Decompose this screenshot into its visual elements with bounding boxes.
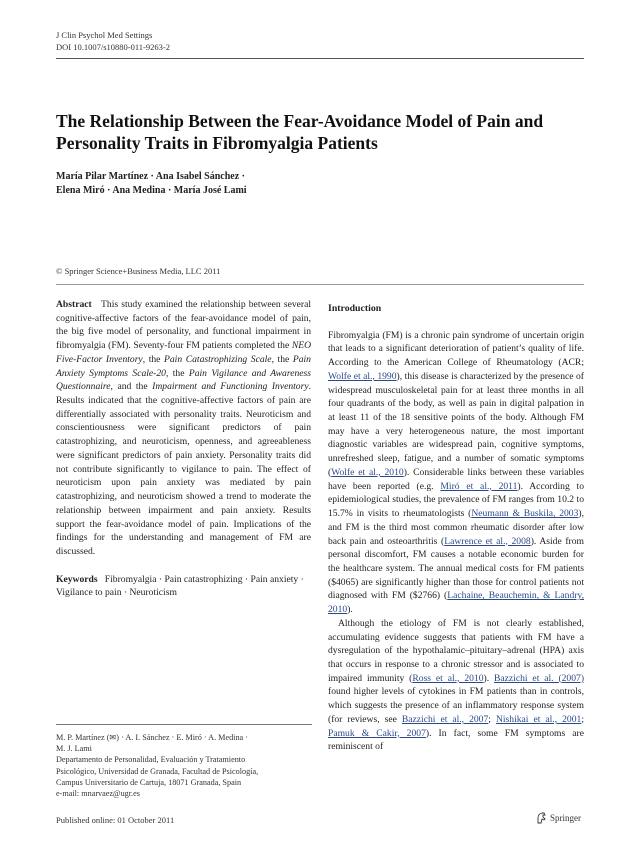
affiliation-block — [56, 732, 312, 799]
affiliation-rule — [56, 724, 312, 725]
body-text: found higher levels of cytokines in FM patients than in controls, which suggests the presence of an inflammatory response system (for reviews, see — [328, 686, 584, 725]
authors-line-1: María Pilar Martínez · Ana Isabel Sánchez · — [56, 171, 245, 182]
citation-link[interactable]: Wolfe et al., 1990 — [328, 370, 397, 382]
affiliation-email: e-mail: mnarvaez@ugr.es — [56, 789, 140, 799]
body-text: Fibromyalgia (FM) is a chronic pain syndrome of uncertain origin that leads to a significant deterioration of patient’s quality of life. According to the American College of Rheumatology (ACR; — [328, 329, 584, 369]
citation-link[interactable]: Lawrence et al., 2008 — [444, 535, 531, 547]
running-header — [56, 30, 170, 53]
keywords — [56, 573, 311, 600]
author-list — [56, 170, 596, 198]
header-rule — [56, 58, 584, 59]
instrument-pass: Pain Anxiety Symptoms Scale-20 — [56, 353, 311, 379]
copyright-notice: © Springer Science+Business Media, LLC 2011 — [56, 266, 221, 276]
body-text: ; — [488, 713, 496, 725]
authors-line-2: Elena Miró · Ana Medina · María José Lami — [56, 185, 247, 196]
body-text: Although the etiology of FM is not clearly established, accumulating evidence suggests that patients with FM have a dysregulation of the hypothalamic–pituitary–adrenal (HPA) axis that occurs in response to a chronic stressor and is associated to impaired immunity ( — [328, 617, 584, 684]
article-title: The Relationship Between the Fear-Avoidance Model of Pain and Personality Traits in Fibromyalgia Patients — [56, 111, 544, 153]
body-text: ), and FM is the third most common rheumatic disorder after low back pain and osteoarthritis ( — [328, 508, 584, 547]
abstract-text: , the — [271, 353, 293, 365]
citation-link[interactable]: Bazzichi et al., 2007 — [401, 713, 489, 725]
citation-link[interactable]: Miró et al., 2011 — [440, 480, 518, 492]
publisher-logo — [536, 812, 581, 824]
instrument-pvaq: Pain Vigilance and Awareness Questionnaire — [56, 367, 311, 393]
publisher-name: Springer — [550, 813, 581, 823]
citation-link[interactable]: Lachaine, Beauchemin, & Landry, 2010 — [328, 590, 585, 616]
section-heading-introduction: Introduction — [328, 303, 382, 314]
abstract-text: This study examined the relationship between several cognitive-affective factors of the fear-avoidance model of pain, the big five model of personality, and functional impairment in fibromyalgia (FM). Seventy-four FM patients completed the — [56, 299, 311, 352]
body-text: ). According to epidemiological studies, the prevalence of FM ranges from 10.2 to 15.7% in visits to rheumatologists ( — [328, 480, 584, 520]
journal-name: J Clin Psychol Med Settings — [56, 30, 153, 40]
instrument-pcs: Pain Catastrophizing Scale — [164, 353, 272, 365]
affiliation-dept: Departamento de Personalidad, Evaluación y Tratamiento — [56, 755, 246, 765]
copyright-rule — [56, 284, 584, 285]
citation-link[interactable]: Ross et al., 2010 — [412, 672, 484, 684]
instrument-neo: NEO Five-Factor Inventory — [56, 340, 311, 365]
body-text: ), this disease is characterized by the presence of widespread musculoskeletal pain for at least three months in all four quadrants of the body, as well as pain in digital palpation in at least 11 of the 18 sensitive points of the body. Although FM may have a very heterogeneous nature, the most important diagnostic variables are widespread pain, cognitive symptoms, unrefreshed sleep, fatigue, and a number of somatic symptoms ( — [328, 370, 584, 478]
abstract-text: . Results indicated that the cognitive-affective factors of pain are differentially associated with personality traits. Neuroticism and conscientiousness were significant predictors of pain catastrophizing, and neuroticism, openness, and agreeableness were significant predictors of pain anxiety. Personality traits did not contribute significantly to vigilance to pain. The effect of neuroticism upon pain anxiety was mediated by pain catastrophizing, and neuroticism showed a trend to moderate the relationship between impairment and pain anxiety. Results support the fear-avoidance model of pain. Implications of the findings for the understanding and management of FM are discussed. — [56, 381, 311, 557]
body-text: ). In fact, some FM symptoms are reminiscent of — [328, 727, 584, 753]
citation-link[interactable]: Neumann & Buskila, 2003 — [471, 508, 579, 520]
body-text: ). Aside from personal discomfort, FM causes a notable economic burden for the healthcare system. The annual medical costs for FM patients ($4065) are significantly higher than those for control patients not diagnosed with FM ($2766) ( — [328, 535, 584, 602]
instrument-ifi: Impairment and Functioning Inventory — [152, 381, 309, 393]
citation-link[interactable]: Nishikai et al., 2001 — [495, 713, 582, 725]
abstract-text: , the — [142, 353, 164, 365]
affiliation-authors: M. P. Martínez (✉) · A. I. Sánchez · E. Miró · A. Medina · — [56, 733, 248, 742]
affiliation-address: Campus Universitario de Cartuja, 18071 Granada, Spain — [56, 777, 242, 787]
affiliation-faculty: Psicológico, Universidad de Granada, Facultad de Psicología, — [56, 766, 259, 776]
abstract-text: , the — [165, 367, 189, 379]
keywords-text: Fibromyalgia · Pain catastrophizing · Pain anxiety · Vigilance to pain · Neuroticism — [56, 573, 304, 599]
citation-link[interactable]: Wolfe et al., 2010 — [331, 466, 404, 478]
right-column — [328, 302, 584, 754]
left-column — [56, 298, 311, 600]
published-date: Published online: 01 October 2011 — [56, 815, 175, 825]
affiliation-authors-cont: M. J. Lami — [56, 744, 92, 754]
abstract-text: , and the — [110, 381, 153, 393]
body-text: ). — [483, 672, 494, 684]
intro-paragraph-1 — [328, 329, 584, 617]
abstract — [56, 298, 311, 559]
keywords-label: Keywords — [56, 573, 98, 585]
intro-paragraph-2 — [328, 617, 584, 754]
citation-link[interactable]: Bazzichi et al. (2007) — [494, 672, 585, 684]
citation-link[interactable]: Pamuk & Cakir, 2007 — [328, 727, 426, 739]
springer-horse-icon — [536, 812, 547, 824]
body-text: ). Considerable links between these variables have been reported (e.g. — [328, 466, 584, 492]
body-text: ; — [581, 713, 584, 725]
doi: DOI 10.1007/s10880-011-9263-2 — [56, 41, 170, 52]
body-text: ). — [347, 604, 353, 616]
abstract-label: Abstract — [56, 299, 92, 310]
